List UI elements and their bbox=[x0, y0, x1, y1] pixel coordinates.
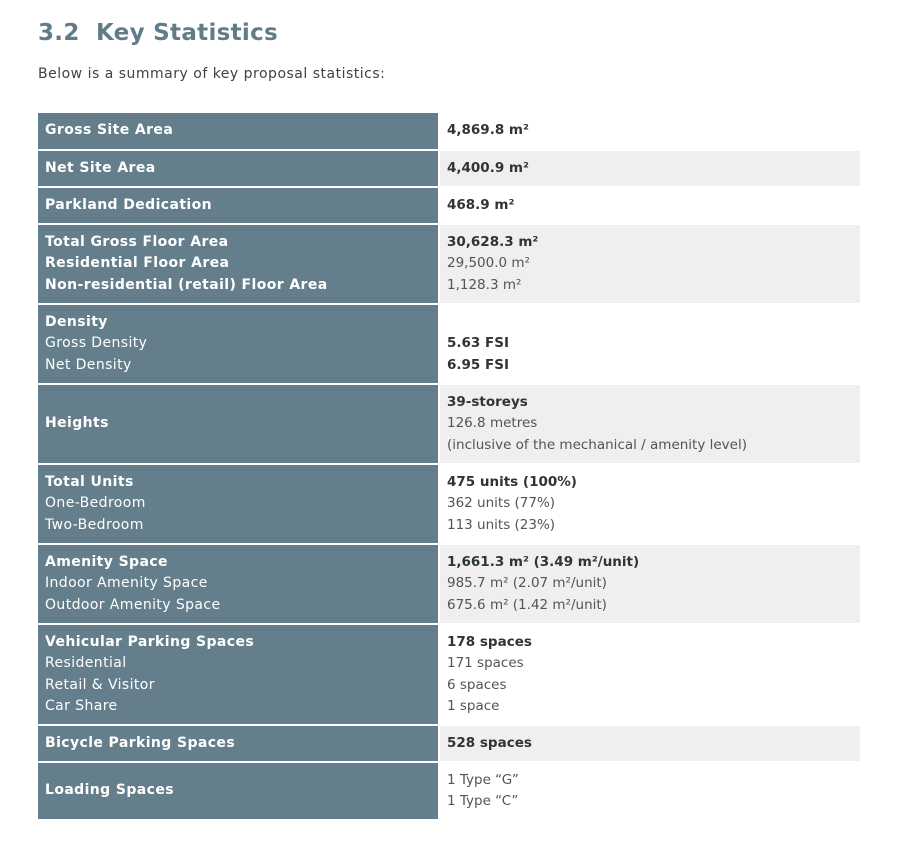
row-label: Amenity Space bbox=[45, 553, 168, 570]
row-value: 468.9 m² bbox=[447, 196, 515, 213]
row-value: 1 Type “G” bbox=[447, 771, 519, 788]
row-value: 528 spaces bbox=[447, 734, 532, 751]
row-label: Vehicular Parking Spaces bbox=[45, 633, 255, 650]
row-label: Total Gross Floor Area bbox=[45, 233, 229, 250]
section-number: 3.2 bbox=[38, 20, 80, 46]
row-label: Loading Spaces bbox=[45, 782, 174, 799]
row-value-cell bbox=[439, 187, 860, 224]
row-label: Indoor Amenity Space bbox=[45, 575, 208, 592]
table-row bbox=[38, 544, 860, 624]
row-label-cell bbox=[38, 725, 439, 762]
row-value: 1 Type “C” bbox=[447, 793, 519, 809]
row-label-cell bbox=[38, 113, 439, 150]
row-value: 39-storeys bbox=[447, 393, 528, 410]
row-label-cell bbox=[38, 762, 439, 820]
row-value: 6.95 FSI bbox=[447, 356, 509, 373]
row-label-cell bbox=[38, 384, 439, 464]
table-row bbox=[38, 150, 860, 187]
row-label-cell bbox=[38, 624, 439, 725]
row-label-cell bbox=[38, 544, 439, 624]
row-value: 171 spaces bbox=[447, 655, 524, 671]
row-label: Residential Floor Area bbox=[45, 255, 230, 272]
row-label: Gross Density bbox=[45, 335, 148, 352]
row-value: 475 units (100%) bbox=[447, 473, 577, 490]
row-label-cell bbox=[38, 150, 439, 187]
row-value: 178 spaces bbox=[447, 633, 532, 650]
key-statistics-table bbox=[38, 113, 860, 821]
row-label: Retail & Visitor bbox=[45, 676, 155, 693]
row-value: 126.8 metres bbox=[447, 415, 538, 432]
table-row bbox=[38, 762, 860, 820]
table-row bbox=[38, 304, 860, 384]
row-label: Heights bbox=[45, 415, 109, 432]
row-value: 6 spaces bbox=[447, 676, 507, 693]
row-value: 113 units (23%) bbox=[447, 516, 556, 533]
row-label: Bicycle Parking Spaces bbox=[45, 734, 236, 751]
row-label-cell bbox=[38, 304, 439, 384]
row-value-cell bbox=[439, 150, 860, 187]
row-value: 30,628.3 m² bbox=[447, 233, 539, 250]
table-row bbox=[38, 725, 860, 762]
row-value-cell bbox=[439, 762, 860, 820]
row-label: Two-Bedroom bbox=[45, 516, 144, 533]
row-label-cell bbox=[38, 464, 439, 544]
row-value: 675.6 m² (1.42 m²/unit) bbox=[447, 596, 607, 613]
row-value-cell bbox=[439, 725, 860, 762]
row-value: 1,661.3 m² (3.49 m²/unit) bbox=[447, 553, 640, 570]
table-row bbox=[38, 113, 860, 150]
row-label: Net Site Area bbox=[45, 159, 156, 176]
row-value: (inclusive of the mechanical / amenity level) bbox=[447, 436, 747, 453]
table-row bbox=[38, 624, 860, 725]
row-value-cell bbox=[439, 464, 860, 544]
row-value-cell bbox=[439, 384, 860, 464]
row-label: Density bbox=[45, 313, 108, 330]
row-label: Non-residential (retail) Floor Area bbox=[45, 276, 328, 293]
row-value: 4,869.8 m² bbox=[447, 122, 529, 139]
table-row bbox=[38, 464, 860, 544]
section-title: Key Statistics bbox=[95, 20, 279, 46]
row-label-cell bbox=[38, 187, 439, 224]
row-value: 4,400.9 m² bbox=[447, 159, 529, 176]
row-label: Outdoor Amenity Space bbox=[45, 596, 221, 613]
row-value: 29,500.0 m² bbox=[447, 255, 530, 272]
row-value: 1,128.3 m² bbox=[447, 276, 522, 293]
table-row bbox=[38, 224, 860, 304]
row-value-cell bbox=[439, 113, 860, 150]
row-label: Total Units bbox=[45, 473, 134, 490]
table-row bbox=[38, 384, 860, 464]
row-label: One-Bedroom bbox=[45, 495, 146, 512]
row-label: Gross Site Area bbox=[45, 122, 174, 139]
table-row bbox=[38, 187, 860, 224]
row-label: Net Density bbox=[45, 356, 132, 373]
intro-text: Below is a summary of key proposal statistics: bbox=[38, 66, 386, 82]
row-value: 362 units (77%) bbox=[447, 495, 556, 512]
row-label: Residential bbox=[45, 655, 127, 671]
row-value: 985.7 m² (2.07 m²/unit) bbox=[447, 575, 607, 592]
row-value: 1 space bbox=[447, 698, 500, 714]
row-value: 5.63 FSI bbox=[447, 335, 509, 352]
row-label: Car Share bbox=[45, 698, 118, 714]
row-label: Parkland Dedication bbox=[45, 196, 213, 213]
row-value-cell bbox=[439, 224, 860, 304]
section-heading bbox=[38, 20, 278, 46]
row-value-cell bbox=[439, 624, 860, 725]
row-label-cell bbox=[38, 224, 439, 304]
row-value-cell bbox=[439, 544, 860, 624]
row-value bbox=[447, 312, 853, 334]
row-value-cell bbox=[439, 304, 860, 384]
